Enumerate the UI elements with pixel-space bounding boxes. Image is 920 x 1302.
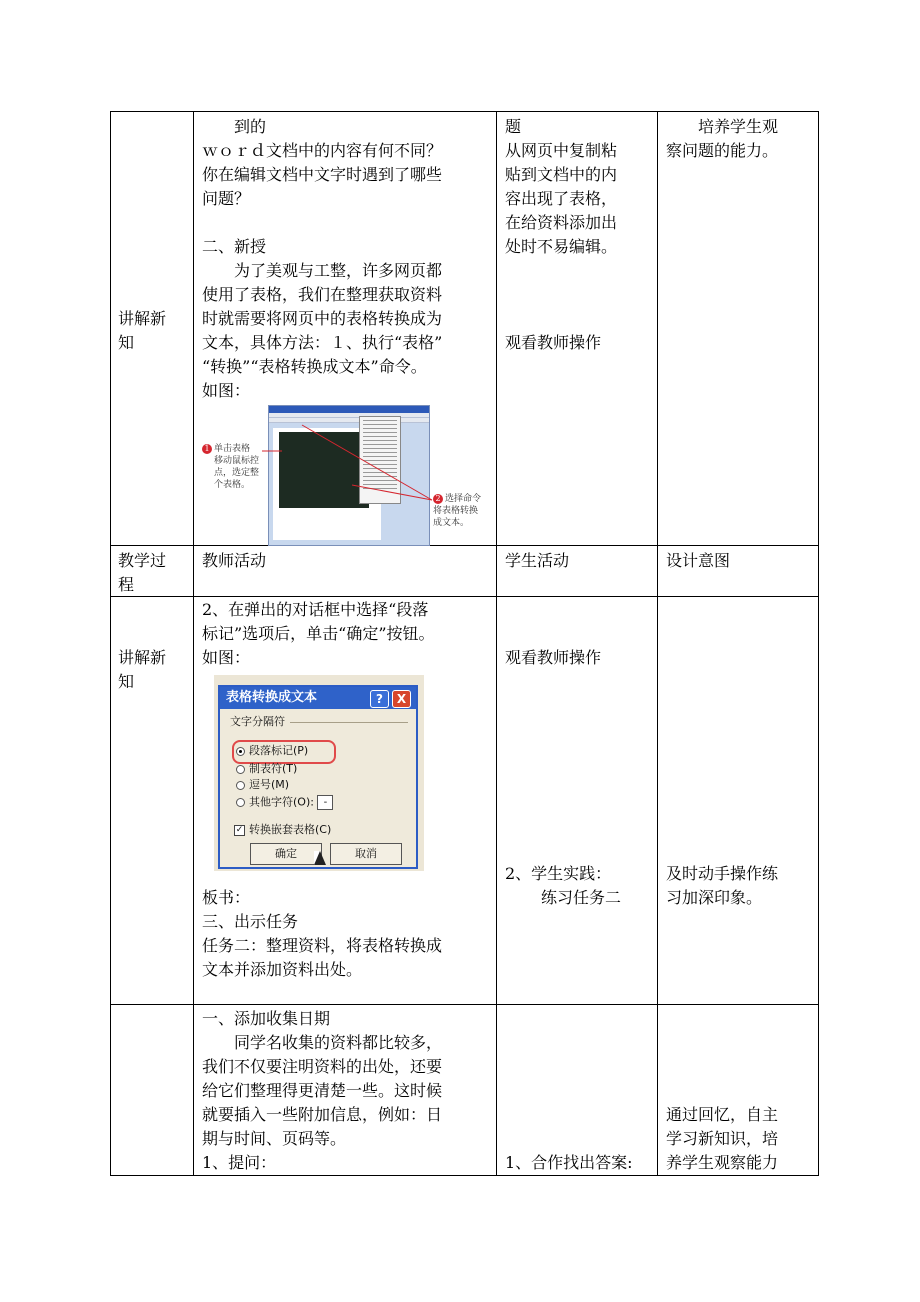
table-border-right	[818, 111, 819, 1176]
close-icon[interactable]: X	[392, 690, 411, 708]
table-border-top	[110, 111, 819, 112]
header-teacher-activity: 教师活动	[202, 551, 267, 570]
row3-design-intent: 通过回忆，自主 学习新知识，培 养学生观察能力	[666, 1105, 779, 1172]
row2-student-watch: 观看教师操作	[505, 648, 602, 667]
radio-icon	[236, 765, 245, 774]
callout-convert-command: 2 选择命令 将表格转换 成文本。	[433, 494, 482, 528]
separator-group-label: 文字分隔符	[230, 715, 285, 728]
radio-other-char[interactable]: 其他字符(O): -	[236, 795, 333, 810]
cancel-button[interactable]: 取消	[330, 843, 402, 865]
table-border	[110, 1004, 819, 1005]
header-process: 教学过 程	[118, 551, 167, 594]
help-icon[interactable]: ?	[370, 690, 389, 708]
row1-teacher-activity: 到的 ｗｏｒｄ文档中的内容有何不同？ 你在编辑文档中文字时遇到了哪些 问题？ 二、新授 为了美观与工整，许多网页都 使用了表格，我们在整理获取资料 时就需要将网页中的表格转换成为 文本，具体方法：１、执行“表格” “转换”“表格转换成文本”命令。 如图：	[202, 117, 443, 400]
header-design-intent: 设计意图	[666, 551, 731, 570]
other-char-input[interactable]: -	[317, 795, 333, 810]
table-border-left	[110, 111, 111, 1176]
row3-teacher-activity: 一、添加收集日期 同学名收集的资料都比较多， 我们不仅要注明资料的出处，还要 给它们整理得更清楚一些。这时候 就要插入一些附加信息，例如：日 期与时间、页码等。 1、提问：	[202, 1009, 443, 1172]
callout-select-table: 1 单击表格 移动鼠标控 点，选定整 个表格。	[202, 443, 259, 491]
table-border	[496, 111, 497, 1176]
radio-icon	[236, 798, 245, 807]
convert-dialog-figure	[214, 675, 424, 871]
row2-student-practice: 2、学生实践： 练习任务二	[505, 864, 622, 907]
table-border-bottom	[110, 1175, 819, 1176]
header-student-activity: 学生活动	[505, 551, 570, 570]
row3-student-activity: 1、合作找出答案:	[505, 1153, 633, 1172]
nested-table-checkbox[interactable]: ✓ 转换嵌套表格(C)	[235, 823, 332, 836]
table-border	[657, 111, 658, 1176]
row1-label: 讲解新 知	[118, 309, 167, 352]
row1-student-activity: 题 从网页中复制粘 贴到文档中的内 容出现了表格， 在给资料添加出 处时不易编辑。	[505, 117, 618, 256]
checkbox-checked-icon: ✓	[235, 824, 244, 835]
table-border	[110, 596, 819, 597]
radio-tab[interactable]: 制表符(T)	[236, 762, 297, 776]
table-border	[110, 545, 819, 546]
radio-comma[interactable]: 逗号(M)	[236, 778, 289, 792]
table-to-text-dialog	[218, 685, 418, 869]
row2-teacher-activity-top: 2、在弹出的对话框中选择“段落 标记”选项后，单击“确定”按钮。 如图：	[202, 600, 435, 667]
mouse-cursor-icon	[314, 851, 326, 865]
row1-student-watch: 观看教师操作	[505, 333, 602, 352]
step-number-icon: 2	[433, 494, 443, 504]
radio-paragraph-mark[interactable]: 段落标记(P)	[236, 744, 308, 758]
row2-label: 讲解新 知	[118, 648, 167, 691]
group-line	[290, 722, 408, 723]
word-screenshot-figure	[202, 405, 494, 545]
step-number-icon: 1	[202, 444, 212, 454]
radio-icon	[236, 781, 245, 790]
table-border	[193, 111, 194, 1176]
ok-button[interactable]: 确定	[250, 843, 322, 865]
radio-selected-icon	[236, 747, 245, 756]
row1-design-intent: 培养学生观 察问题的能力。	[666, 117, 779, 160]
dialog-title: 表格转换成文本	[220, 687, 416, 709]
row2-teacher-activity-bottom: 板书： 三、出示任务 任务二：整理资料，将表格转换成 文本并添加资料出处。	[202, 888, 443, 979]
row2-design-intent: 及时动手操作练 习加深印象。	[666, 864, 779, 907]
